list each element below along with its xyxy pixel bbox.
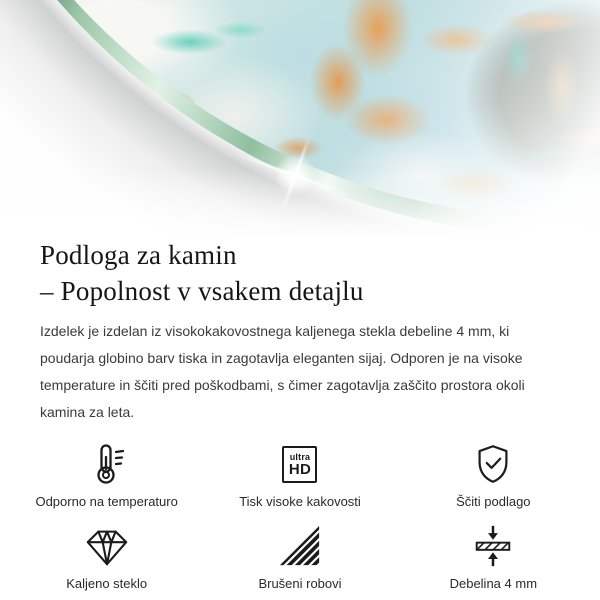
feature-thickness [397,522,590,591]
diamond-icon [84,522,130,570]
feature-label: Debelina 4 mm [449,576,538,591]
feature-tempered-glass [10,522,203,591]
thickness-icon [470,522,516,570]
shield-check-icon [470,440,516,488]
page-title [40,237,560,309]
feature-label: Kaljeno steklo [66,576,148,591]
product-image-section [0,0,600,235]
features-grid [10,440,590,591]
thermometer-icon [83,440,131,488]
feature-label: Brušeni robovi [258,576,342,591]
product-info-section [0,235,600,426]
feature-protection [397,440,590,509]
feature-label: Odporno na temperaturo [35,494,178,509]
ultra-hd-icon: ultra HD [282,440,317,488]
polished-edges-icon [278,522,322,570]
feature-print-quality [203,440,396,509]
feature-polished-edges [203,522,396,591]
product-description: Izdelek je izdelan iz visokokakovostnega kaljenega stekla debeline 4 mm, ki poudarja globino barv tiska in zagotavlja eleganten sijaj. Odporen je na visoke temperature in ščiti pred poškodbami, s čimer zagotavlja zaščito prostora okoli kamina za leta. [40,323,525,420]
page-title-line-1: Podloga za kamin [40,240,237,270]
page-title-line-2: – Popolnost v vsakem detajlu [40,276,364,306]
feature-label: Tisk visoke kakovosti [239,494,361,509]
feature-temperature [10,440,203,509]
feature-label: Ščiti podlago [456,494,531,509]
